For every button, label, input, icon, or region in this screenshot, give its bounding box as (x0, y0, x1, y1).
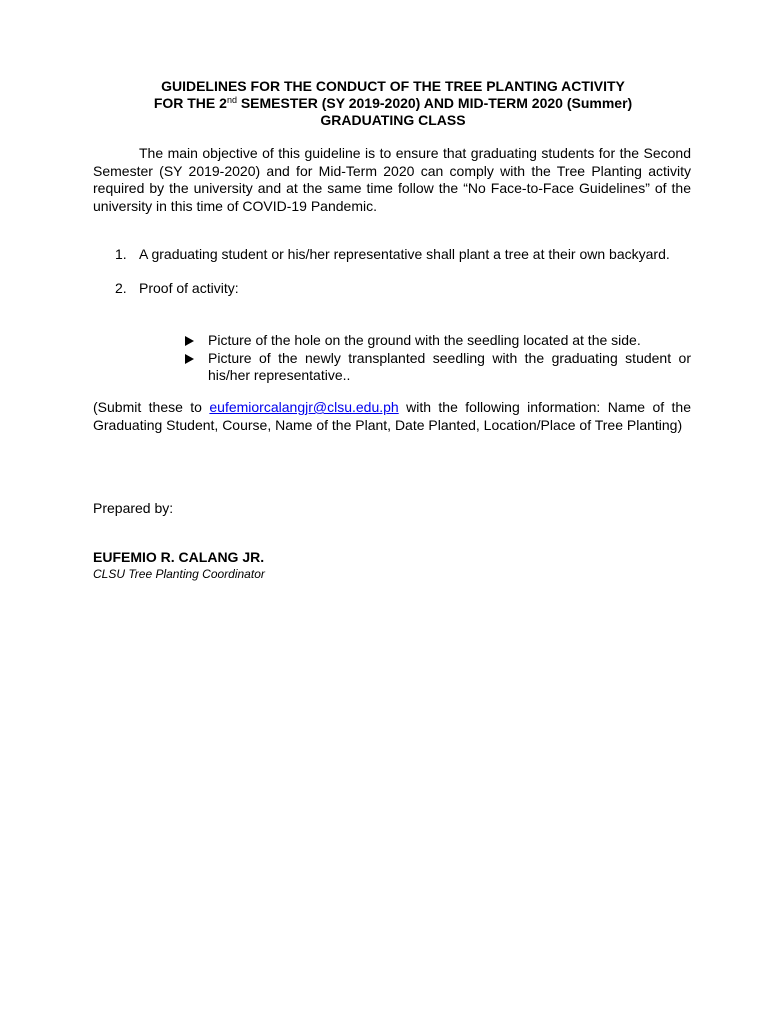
list-number: 1. (115, 246, 127, 262)
numbered-list (93, 246, 691, 297)
list-number: 2. (115, 279, 127, 296)
document-title (93, 78, 693, 129)
proof-bullet-list (173, 332, 691, 385)
list-item (93, 246, 691, 264)
submission-prefix: (Submit these to (93, 399, 210, 415)
title-line-2 (93, 95, 693, 112)
bullet-text: Picture of the hole on the ground with the seedling located at the side. (208, 332, 641, 348)
signer-name: EUFEMIO R. CALANG JR. (93, 549, 265, 565)
list-item (93, 280, 691, 298)
signer-title: CLSU Tree Planting Coordinator (93, 567, 265, 581)
list-item-text: Proof of activity: (139, 279, 239, 296)
arrow-bullet-icon (185, 336, 194, 346)
bullet-text: Picture of the newly transplanted seedling with the graduating student or his/her representative.. (208, 349, 691, 384)
title-line-2-prefix: FOR THE 2 (153, 95, 227, 111)
title-line-2-suffix: SEMESTER (SY 2019-2020) AND MID-TERM 2020 (Summer) (236, 95, 633, 111)
title-line-1: GUIDELINES FOR THE CONDUCT OF THE TREE PLANTING ACTIVITY (161, 78, 625, 94)
email-link[interactable]: eufemiorcalangjr@clsu.edu.ph (209, 399, 399, 415)
title-ordinal-suffix: nd (226, 95, 237, 105)
submission-suffix: with the following information: Name of the Graduating Student, Course, Name of the Plant, Date Planted, Location/Place of Tree Planting) (93, 399, 691, 433)
submission-paragraph (93, 399, 691, 434)
title-line-3: GRADUATING CLASS (320, 112, 466, 128)
bullet-item (173, 332, 691, 350)
intro-paragraph: The main objective of this guideline is to ensure that graduating students for the Second Semester (SY 2019-2020) and for Mid-Term 2020 can comply with the Tree Planting activity required by the university and at the same time follow the “No Face-to-Face Guidelines” of the university in this time of COVID-19 Pandemic. (93, 145, 691, 214)
arrow-bullet-icon (185, 354, 194, 364)
bullet-item (173, 350, 691, 385)
list-item-text: A graduating student or his/her representative shall plant a tree at their own backyard. (139, 246, 670, 262)
prepared-by-label: Prepared by: (93, 500, 174, 516)
